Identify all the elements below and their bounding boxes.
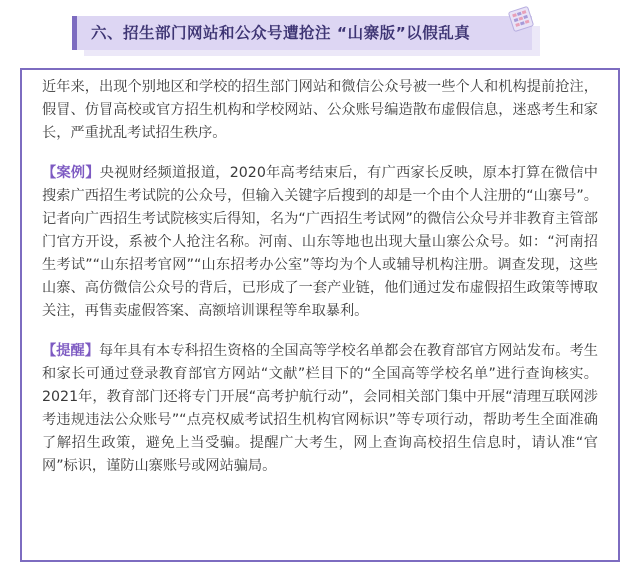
paragraph-text: 央视财经频道报道，2020年高考结束后，有广西家长反映，原本打算在微信中搜索广西招生考试院的公众号，但输入关键字后搜到的却是一个由个人注册的“山寨号”。记者向广西招生考试院核实后得知，名为“广西招生考试网”的微信公众号并非教育主管部门官方开设，系被个人抢注名称。河南、山东等地也出现大量山寨公众号。如：“河南招生考试”“山东招考官网”“山东招考办公室”等均为个人或辅导机构注册。调查发现，这些山寨、高仿微信公众号的背后，已形成了一套产业链，他们通过发布虚假招生政策等博取关注，再售卖虚假答案、高额培训课程等牟取暴利。 bbox=[42, 165, 598, 319]
paragraph-case bbox=[42, 162, 598, 323]
reminder-tag: 【提醒】 bbox=[42, 343, 100, 359]
paragraph-reminder bbox=[42, 340, 598, 478]
content-body bbox=[42, 76, 598, 495]
paragraph-text: 每年具有本专科招生资格的全国高等学校名单都会在教育部官方网站发布。考生和家长可通过登录教育部官方网站“文献”栏目下的“全国高等学校名单”进行查询核实。2021年，教育部门还将专门开展“高考护航行动”，会同相关部门集中开展“清理互联网涉考违规违法公众账号”“点亮权威考试招生机构官网标识”等专项行动，帮助考生全面准确了解招生政策，避免上当受骗。提醒广大考生，网上查询高校招生信息时，请认准“官网”标识，谨防山寨账号或网站骗局。 bbox=[42, 343, 598, 474]
section-title-banner bbox=[72, 16, 532, 50]
case-tag: 【案例】 bbox=[42, 165, 100, 181]
paragraph-text: 近年来，出现个别地区和学校的招生部门网站和微信公众号被一些个人和机构提前抢注，假冒、仿冒高校或官方招生机构和学校网站、公众账号编造散布虚假信息，迷惑考生和家长，严重扰乱考试招生秩序。 bbox=[42, 79, 598, 141]
content-frame bbox=[20, 68, 620, 562]
paragraph-intro bbox=[42, 76, 598, 145]
section-title: 六、招生部门网站和公众号遭抢注 “山寨版”以假乱真 bbox=[91, 24, 471, 42]
grid-notepad-icon bbox=[506, 4, 536, 34]
